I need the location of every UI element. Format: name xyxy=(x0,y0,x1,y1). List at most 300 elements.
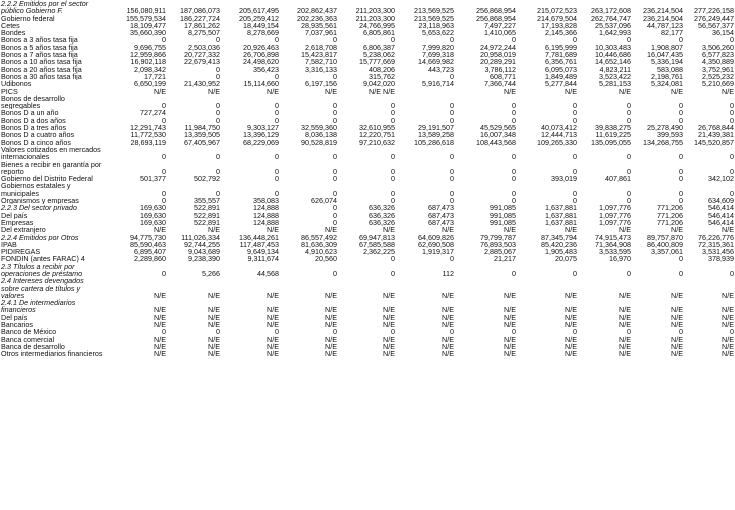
row-label: Bonos de desarrollo segregables xyxy=(1,94,65,110)
table-cell: N/E xyxy=(504,321,516,329)
table-cell: 20,727,332 xyxy=(184,51,220,59)
table-cell: 6,577,823 xyxy=(702,51,734,59)
table-cell: 44,568 xyxy=(257,268,279,278)
table-cell: 145,520,857 xyxy=(694,138,734,146)
table-cell: N/E xyxy=(154,87,166,95)
table-cell: N/E xyxy=(619,313,631,322)
table-cell: 186,227,724 xyxy=(180,14,220,22)
table-cell: 21,217 xyxy=(494,255,516,263)
table-cell: 8,275,507 xyxy=(188,29,220,37)
table-cell: N/E xyxy=(504,305,516,314)
table-cell: 0 xyxy=(573,166,577,176)
row-label: Bonos D a cinco años xyxy=(1,138,71,146)
table-cell: 3,357,061 xyxy=(651,248,683,256)
table-cell: 169,630 xyxy=(140,211,166,219)
table-cell: 0 xyxy=(573,328,577,336)
table-cell: 0 xyxy=(216,328,220,336)
table-cell: N/E xyxy=(267,87,279,95)
table-cell: 0 xyxy=(333,166,337,176)
row-label: 2.2.3 Del sector privado xyxy=(1,204,77,212)
table-cell: 687,473 xyxy=(428,218,454,227)
table-cell: 0 xyxy=(162,166,166,176)
table-cell: 0 xyxy=(216,188,220,198)
table-cell: 9,696,755 xyxy=(134,43,166,52)
table-cell: 155,579,534 xyxy=(126,14,166,22)
table-cell: 4,823,211 xyxy=(599,65,631,73)
table-cell: 0 xyxy=(391,255,395,263)
row-label: 2.3 Títulos a recibir por operaciones de préstamo xyxy=(1,262,83,278)
table-cell: 0 xyxy=(730,101,734,110)
table-cell: N/E xyxy=(267,321,279,329)
table-cell: 28,935,561 xyxy=(301,21,337,30)
table-cell: 0 xyxy=(391,36,395,44)
table-row xyxy=(0,73,735,80)
table-cell: 28,693,119 xyxy=(130,138,166,146)
table-cell: 0 xyxy=(679,152,683,161)
table-cell: N/E xyxy=(325,350,337,358)
table-cell: 407,861 xyxy=(605,175,631,183)
table-cell: 117,487,453 xyxy=(239,240,279,249)
table-cell: 522,891 xyxy=(194,211,220,219)
table-cell: N/E xyxy=(442,290,454,300)
table-row xyxy=(0,255,735,262)
table-cell: 0 xyxy=(512,101,516,110)
table-cell: 0 xyxy=(679,255,683,263)
table-cell: 68,229,069 xyxy=(243,138,279,146)
table-cell: 546,414 xyxy=(708,204,734,212)
table-cell: 11,619,225 xyxy=(595,131,631,139)
table-cell: N/E xyxy=(267,335,279,343)
table-cell: 0 xyxy=(573,188,577,198)
table-cell: N/E xyxy=(208,290,220,300)
table-cell: 583,088 xyxy=(657,65,683,73)
table-cell: 21,430,952 xyxy=(184,80,220,88)
table-cell: 5,281,153 xyxy=(599,80,631,88)
table-cell: 205,259,412 xyxy=(239,14,279,22)
table-cell: 22,679,413 xyxy=(184,58,220,66)
table-row xyxy=(0,95,735,110)
table-cell: 0 xyxy=(333,175,337,183)
table-cell: 15,423,817 xyxy=(301,51,337,59)
table-cell: 0 xyxy=(679,36,683,44)
table-cell: 18,449,154 xyxy=(243,21,279,30)
table-cell: 0 xyxy=(512,197,516,205)
table-cell: 0 xyxy=(627,328,631,336)
table-cell: 0 xyxy=(627,101,631,110)
table-cell: 0 xyxy=(333,152,337,161)
table-cell: N/E xyxy=(383,350,395,358)
table-cell: 687,473 xyxy=(428,204,454,212)
table-row xyxy=(0,241,735,248)
table-cell: 0 xyxy=(730,152,734,161)
row-label: 2.2.2 Emitidos por el sector público Gobierno F. xyxy=(1,0,89,15)
table-cell: 16,902,118 xyxy=(130,58,166,66)
table-cell: 0 xyxy=(573,36,577,44)
table-cell: 5,210,669 xyxy=(702,80,734,88)
table-cell: N/E xyxy=(325,321,337,329)
table-cell: N/E xyxy=(442,305,454,314)
table-cell: N/E xyxy=(619,305,631,314)
table-cell: 0 xyxy=(450,152,454,161)
table-cell: N/E xyxy=(565,305,577,314)
row-label: Gobierno federal xyxy=(1,14,55,22)
table-cell: 97,210,632 xyxy=(359,138,395,146)
table-cell: 0 xyxy=(679,268,683,278)
table-cell: 0 xyxy=(216,65,220,73)
table-cell: 6,356,761 xyxy=(545,58,577,66)
table-cell: 0 xyxy=(216,109,220,117)
table-cell: N/E xyxy=(208,350,220,358)
table-cell: 12,220,751 xyxy=(359,131,395,139)
table-cell: N/E xyxy=(442,342,454,351)
row-label: Valores cotizados en mercados internacionales xyxy=(1,145,101,161)
table-cell: N/E xyxy=(671,335,683,343)
table-cell: 0 xyxy=(275,152,279,161)
table-row xyxy=(0,58,735,65)
row-label: Bonos a 20 años tasa fija xyxy=(1,65,82,73)
table-cell: N/E xyxy=(154,350,166,358)
table-cell: 0 xyxy=(679,166,683,176)
table-row xyxy=(0,248,735,255)
table-cell: 256,868,954 xyxy=(476,6,516,15)
table-row xyxy=(0,124,735,131)
table-cell: 10,446,686 xyxy=(595,51,631,59)
table-cell: 2,198,761 xyxy=(651,72,683,81)
row-label: Bonos a 7 años tasa fija xyxy=(1,51,78,59)
table-cell: 0 xyxy=(391,197,395,205)
table-cell: 0 xyxy=(450,109,454,117)
table-cell: 12,291,743 xyxy=(130,124,166,132)
table-cell: 0 xyxy=(450,255,454,263)
table-cell: 6,195,999 xyxy=(545,43,577,52)
table-cell: 20,958,019 xyxy=(480,51,516,59)
table-cell: 18,109,477 xyxy=(130,21,166,30)
table-cell: 2,145,366 xyxy=(545,29,577,37)
table-cell: 24,498,620 xyxy=(243,58,279,66)
table-row xyxy=(0,219,735,226)
table-cell: 0 xyxy=(512,175,516,183)
table-cell: 546,414 xyxy=(708,218,734,227)
table-cell: 108,443,568 xyxy=(476,138,516,146)
row-label: Del país xyxy=(1,211,28,219)
table-cell: 636,326 xyxy=(369,204,395,212)
table-cell: N/E xyxy=(565,350,577,358)
table-row xyxy=(0,234,735,241)
table-row xyxy=(0,263,735,278)
table-cell: N/E xyxy=(722,313,734,322)
table-cell: 0 xyxy=(391,109,395,117)
table-cell: 1,919,317 xyxy=(422,248,454,256)
table-cell: 2,525,232 xyxy=(702,72,734,81)
table-row xyxy=(0,51,735,58)
table-cell: 124,888 xyxy=(253,218,279,227)
table-cell: 89,757,870 xyxy=(647,233,683,241)
table-cell: N/E xyxy=(442,350,454,358)
table-cell: 23,118,963 xyxy=(418,21,454,30)
table-cell: 626,074 xyxy=(311,197,337,205)
table-cell: 991,085 xyxy=(490,204,516,212)
table-cell: 214,679,504 xyxy=(537,14,577,22)
table-cell: N/E xyxy=(208,87,220,95)
table-cell: N/E xyxy=(722,290,734,300)
table-cell: 1,908,807 xyxy=(651,43,683,52)
table-cell: 13,359,505 xyxy=(184,131,220,139)
table-cell: 0 xyxy=(627,188,631,198)
table-cell: N/E xyxy=(208,335,220,343)
table-cell: 0 xyxy=(450,116,454,125)
table-cell: N/E xyxy=(722,226,734,234)
table-cell: 0 xyxy=(216,101,220,110)
table-row xyxy=(0,44,735,51)
table-cell: N/E xyxy=(325,335,337,343)
table-cell: 546,414 xyxy=(708,211,734,219)
row-label: Banco de México xyxy=(1,328,57,336)
table-cell: N/E xyxy=(671,313,683,322)
table-row xyxy=(0,131,735,138)
table-cell: N/E xyxy=(208,305,220,314)
table-cell: 7,999,820 xyxy=(422,43,454,52)
table-cell: N/E N/E xyxy=(369,87,395,95)
table-cell: 771,206 xyxy=(657,204,683,212)
table-cell: 56,567,377 xyxy=(698,21,734,30)
table-cell: 14,669,982 xyxy=(418,58,454,66)
table-cell: N/E xyxy=(325,87,337,95)
table-cell: 0 xyxy=(333,268,337,278)
row-label: Bienes a recibir en garantía por reporto xyxy=(1,160,102,176)
table-cell: 69,947,813 xyxy=(359,233,395,241)
table-cell: N/E xyxy=(267,305,279,314)
table-cell: 24,972,244 xyxy=(480,43,516,52)
table-cell: N/E xyxy=(267,313,279,322)
table-cell: 0 xyxy=(450,197,454,205)
table-cell: 0 xyxy=(627,166,631,176)
table-cell: 1,905,483 xyxy=(545,248,577,256)
table-cell: 9,311,674 xyxy=(247,255,279,263)
table-cell: 0 xyxy=(573,197,577,205)
table-cell: 10,303,483 xyxy=(595,43,631,52)
table-cell: 0 xyxy=(333,101,337,110)
table-cell: 0 xyxy=(512,268,516,278)
table-cell: 44,787,123 xyxy=(647,21,683,30)
table-cell: 0 xyxy=(333,36,337,44)
table-cell: N/E xyxy=(154,335,166,343)
row-label: PIDIREGAS xyxy=(1,248,41,256)
table-cell: 62,690,508 xyxy=(418,240,454,249)
table-cell: 0 xyxy=(627,116,631,125)
table-cell: 1,097,776 xyxy=(599,211,631,219)
table-row xyxy=(0,212,735,219)
table-cell: 86,400,809 xyxy=(647,240,683,249)
table-cell: N/E xyxy=(208,342,220,351)
table-cell: N/E xyxy=(267,226,279,234)
table-cell: 0 xyxy=(333,328,337,336)
table-cell: 17,861,262 xyxy=(184,21,220,30)
table-cell: 0 xyxy=(275,36,279,44)
table-row xyxy=(0,0,735,15)
table-cell: N/E xyxy=(383,313,395,322)
table-cell: 9,303,127 xyxy=(247,124,279,132)
row-label: 2.4.1 De intermediarios financieros xyxy=(1,299,76,314)
table-cell: N/E xyxy=(671,342,683,351)
table-cell: N/E xyxy=(722,321,734,329)
row-label: Cetes xyxy=(1,21,20,30)
table-row xyxy=(0,117,735,124)
table-cell: 13,589,258 xyxy=(418,131,454,139)
table-cell: 169,630 xyxy=(140,204,166,212)
table-cell: 7,781,689 xyxy=(545,51,577,59)
table-cell: 5,266 xyxy=(202,268,220,278)
table-cell: 0 xyxy=(627,36,631,44)
row-label: Bonos a 10 años tasa fija xyxy=(1,58,82,66)
table-cell: 26,706,898 xyxy=(243,51,279,59)
table-cell: N/E xyxy=(383,321,395,329)
table-cell: 67,405,967 xyxy=(184,138,220,146)
table-cell: 39,838,275 xyxy=(595,124,631,132)
table-cell: 727,274 xyxy=(140,109,166,117)
table-cell: N/E xyxy=(504,342,516,351)
table-cell: 0 xyxy=(512,166,516,176)
row-label: Empresas xyxy=(1,218,34,227)
table-cell: 0 xyxy=(391,268,395,278)
table-cell: 20,075 xyxy=(555,255,577,263)
row-label: Bonos D a tres años xyxy=(1,124,67,132)
table-cell: 67,585,588 xyxy=(359,240,395,249)
table-row xyxy=(0,161,735,176)
table-cell: 0 xyxy=(275,101,279,110)
table-cell: 0 xyxy=(730,166,734,176)
table-cell: 15,777,669 xyxy=(359,58,395,66)
table-cell: 36,154 xyxy=(712,29,734,37)
table-cell: 0 xyxy=(730,328,734,336)
table-cell: 7,582,710 xyxy=(305,58,337,66)
row-label: Bancarios xyxy=(1,321,33,329)
row-label: Bonos D a dos años xyxy=(1,116,66,125)
table-cell: 0 xyxy=(333,109,337,117)
table-cell: 0 xyxy=(162,328,166,336)
table-cell: N/E xyxy=(619,290,631,300)
table-cell: 15,114,660 xyxy=(243,80,279,88)
table-cell: 443,723 xyxy=(428,65,454,73)
table-cell: 25,278,490 xyxy=(647,124,683,132)
table-cell: N/E xyxy=(267,350,279,358)
table-cell: N/E xyxy=(267,342,279,351)
row-label: IPAB xyxy=(1,240,17,249)
table-cell: 0 xyxy=(216,72,220,81)
table-cell: N/E xyxy=(671,321,683,329)
table-cell: 502,792 xyxy=(194,175,220,183)
table-row xyxy=(0,88,735,95)
table-cell: N/E xyxy=(671,226,683,234)
row-label: Gobiernos estatales y municipales xyxy=(1,182,71,198)
table-cell: N/E xyxy=(565,290,577,300)
table-row xyxy=(0,226,735,233)
table-cell: 771,206 xyxy=(657,211,683,219)
table-cell: 236,214,504 xyxy=(643,6,683,15)
table-cell: 0 xyxy=(333,116,337,125)
table-cell: 399,593 xyxy=(657,131,683,139)
table-cell: 12,444,713 xyxy=(541,131,577,139)
table-row xyxy=(0,277,735,299)
table-cell: 1,097,776 xyxy=(599,204,631,212)
table-cell: 0 xyxy=(275,188,279,198)
table-cell: 636,326 xyxy=(369,211,395,219)
table-cell: N/E xyxy=(325,290,337,300)
table-cell: 2,885,067 xyxy=(484,248,516,256)
table-cell: N/E xyxy=(722,350,734,358)
table-cell: 25,537,096 xyxy=(595,21,631,30)
table-cell: N/E xyxy=(619,321,631,329)
table-cell: 72,315,361 xyxy=(698,240,734,249)
table-cell: N/E xyxy=(442,321,454,329)
table-cell: 5,324,081 xyxy=(651,80,683,88)
table-row xyxy=(0,350,735,357)
table-cell: 0 xyxy=(573,268,577,278)
table-cell: 3,531,456 xyxy=(702,248,734,256)
row-label: Organismos y empresas xyxy=(1,197,79,205)
table-cell: 0 xyxy=(275,175,279,183)
table-cell: 0 xyxy=(627,109,631,117)
table-cell: 16,047,435 xyxy=(647,51,683,59)
table-cell: N/E xyxy=(504,290,516,300)
table-row xyxy=(0,343,735,350)
table-cell: 0 xyxy=(162,152,166,161)
table-cell: N/E xyxy=(154,290,166,300)
row-label: FONDIN (antes FARAC) 4 xyxy=(1,255,85,263)
table-cell: 3,523,422 xyxy=(599,72,631,81)
row-label: Bonos D a un año xyxy=(1,109,59,117)
table-cell: N/E xyxy=(619,335,631,343)
table-cell: 109,265,330 xyxy=(537,138,577,146)
table-cell: N/E xyxy=(671,350,683,358)
table-cell: 3,786,112 xyxy=(484,65,516,73)
row-label: Banca de desarrollo xyxy=(1,342,65,351)
table-cell: 0 xyxy=(450,328,454,336)
table-cell: N/E xyxy=(619,350,631,358)
table-cell: 40,073,412 xyxy=(541,124,577,132)
table-cell: N/E xyxy=(565,87,577,95)
table-cell: 6,650,199 xyxy=(134,80,166,88)
table-cell: 0 xyxy=(679,328,683,336)
table-cell: 13,396,129 xyxy=(243,131,279,139)
table-cell: 8,036,138 xyxy=(305,131,337,139)
table-cell: 0 xyxy=(216,166,220,176)
table-cell: 0 xyxy=(333,204,337,212)
table-cell: N/E xyxy=(154,305,166,314)
table-cell: 687,473 xyxy=(428,211,454,219)
table-cell: N/E xyxy=(442,335,454,343)
table-row xyxy=(0,146,735,161)
table-cell: 263,172,608 xyxy=(591,6,631,15)
table-cell: 2,618,708 xyxy=(305,43,337,52)
table-cell: 211,203,300 xyxy=(355,14,395,22)
row-label: Gobierno del Distrito Federal xyxy=(1,175,93,183)
table-cell: N/E xyxy=(383,335,395,343)
table-cell: 136,448,261 xyxy=(239,233,279,241)
table-cell: 0 xyxy=(627,197,631,205)
table-row xyxy=(0,109,735,116)
table-cell: 0 xyxy=(216,152,220,161)
table-cell: 85,590,463 xyxy=(130,240,166,249)
table-cell: N/E xyxy=(565,321,577,329)
table-cell: 0 xyxy=(512,116,516,125)
table-cell: 3,316,133 xyxy=(305,65,337,73)
table-cell: 256,868,954 xyxy=(476,14,516,22)
table-cell: 0 xyxy=(391,175,395,183)
table-cell: 7,699,318 xyxy=(422,51,454,59)
table-cell: 32,610,955 xyxy=(359,124,395,132)
table-cell: 202,236,363 xyxy=(297,14,337,22)
table-cell: 11,772,530 xyxy=(130,131,166,139)
